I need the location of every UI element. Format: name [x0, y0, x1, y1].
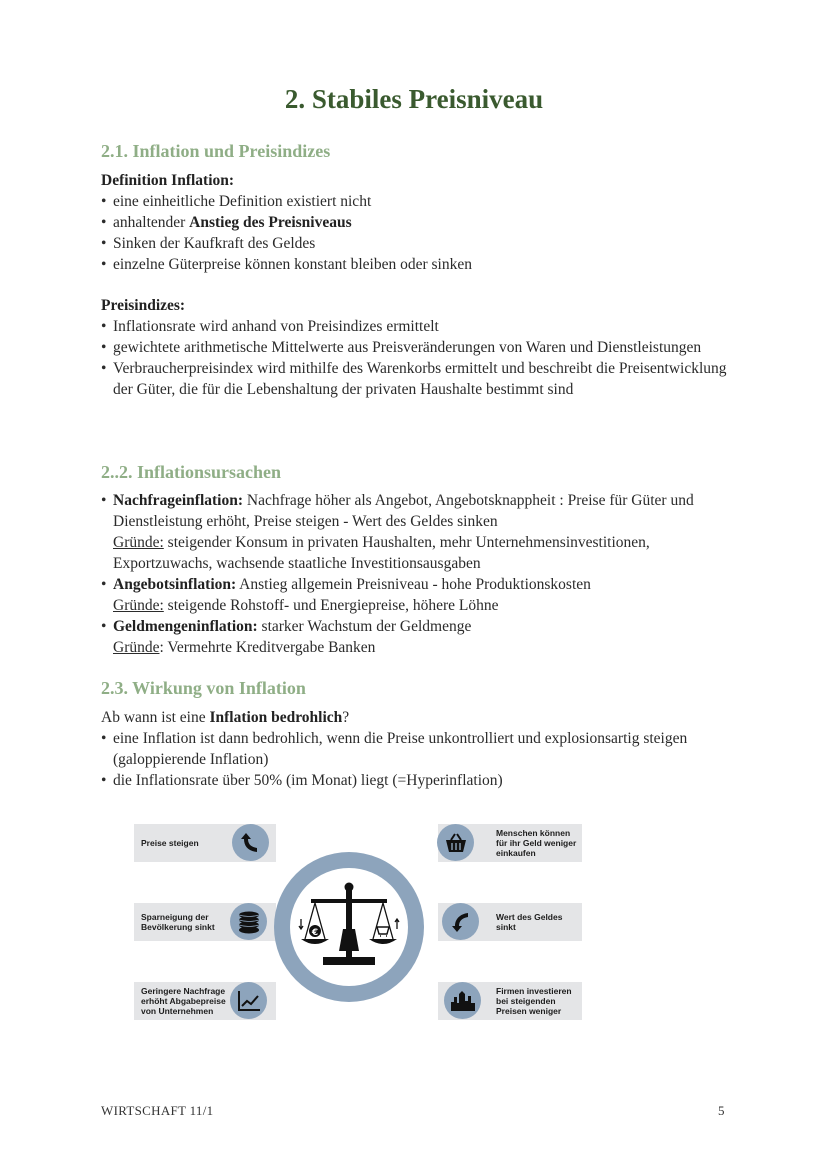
effects-list — [101, 728, 741, 791]
list-item: • die Inflationsrate über 50% (im Monat) liegt (=Hyperinflation) — [101, 770, 741, 791]
list-item: • eine einheitliche Definition existiert nicht — [101, 191, 741, 212]
arrow-down-icon — [442, 903, 479, 940]
label-firms-invest: Firmen investieren bei steigenden Preisen weniger — [438, 982, 582, 1020]
city-skyline-icon — [444, 982, 481, 1019]
inflation-effects-infographic — [130, 816, 582, 1028]
list-item: • Angebotsinflation: Anstieg allgemein Preisniveau - hohe Produktionskosten Gründe: steigende Rohstoff- und Energiepreise, höhere Löhne — [101, 574, 741, 616]
section-heading-effects: 2.3. Wirkung von Inflation — [101, 678, 306, 698]
list-item: • anhaltender Anstieg des Preisniveaus — [101, 212, 741, 233]
definition-list — [101, 191, 741, 275]
label-buy-less: Menschen können für ihr Geld weniger einkaufen — [438, 824, 582, 862]
definition-block — [101, 170, 741, 275]
arrow-up-icon — [232, 824, 269, 861]
rising-chart-icon — [230, 982, 267, 1019]
list-item: • Sinken der Kaufkraft des Geldes — [101, 233, 741, 254]
effects-question: Ab wann ist eine Inflation bedrohlich? — [101, 709, 350, 726]
list-item: • einzelne Güterpreise können konstant bleiben oder sinken — [101, 254, 741, 275]
label-savings-fall: Sparneigung der Bevölkerung sinkt — [134, 903, 276, 941]
shopping-basket-icon — [437, 824, 474, 861]
label-demand-prices: Geringere Nachfrage erhöht Abgabepreise von Unternehmen — [134, 982, 276, 1020]
definition-heading: Definition Inflation: — [101, 172, 235, 189]
label-prices-rise: Preise steigen — [134, 824, 276, 862]
effects-block — [101, 707, 741, 791]
page-number: 5 — [718, 1103, 725, 1118]
svg-text:€: € — [311, 928, 319, 938]
label-money-value: Wert des Geldes sinkt — [438, 903, 582, 941]
footer-course: WIRTSCHAFT 11/1 — [101, 1103, 214, 1118]
scale-ring — [274, 852, 424, 1002]
list-item: • gewichtete arithmetische Mittelwerte aus Preisveränderungen von Waren und Dienstleistungen — [101, 337, 741, 358]
list-item: • Nachfrageinflation: Nachfrage höher als Angebot, Angebotsknappheit : Preise für Güter und Dienstleistung erhöht, Preise steigen - Wert des Geldes sinken Gründe: steigender Konsum in privaten Haushalten, mehr Unternehmensinvestitionen, Exportzuwachs, wachsende staatliche Investitionsausgaben — [101, 490, 741, 574]
page-title: 2. Stabiles Preisniveau — [284, 84, 544, 114]
list-item: • eine Inflation ist dann bedrohlich, wenn die Preise unkontrolliert und explosionsartig steigen (galoppierende Inflation) — [101, 728, 741, 770]
scale-icon — [297, 879, 401, 975]
causes-list — [101, 490, 741, 658]
price-index-heading: Preisindizes: — [101, 297, 186, 314]
section-heading-inflation: 2.1. Inflation und Preisindizes — [101, 141, 331, 161]
price-index-block — [101, 295, 741, 400]
causes-block — [101, 490, 741, 658]
coins-icon — [230, 903, 267, 940]
list-item: • Geldmengeninflation: starker Wachstum der Geldmenge Gründe: Vermehrte Kreditvergabe Banken — [101, 616, 741, 658]
price-index-list — [101, 316, 741, 400]
section-heading-causes: 2..2. Inflationsursachen — [101, 462, 282, 482]
list-item: • Inflationsrate wird anhand von Preisindizes ermittelt — [101, 316, 741, 337]
list-item: • Verbraucherpreisindex wird mithilfe des Warenkorbs ermittelt und beschreibt die Preisentwicklung der Güter, die für die Lebenshaltung der privaten Haushalte bestimmt sind — [101, 358, 741, 400]
